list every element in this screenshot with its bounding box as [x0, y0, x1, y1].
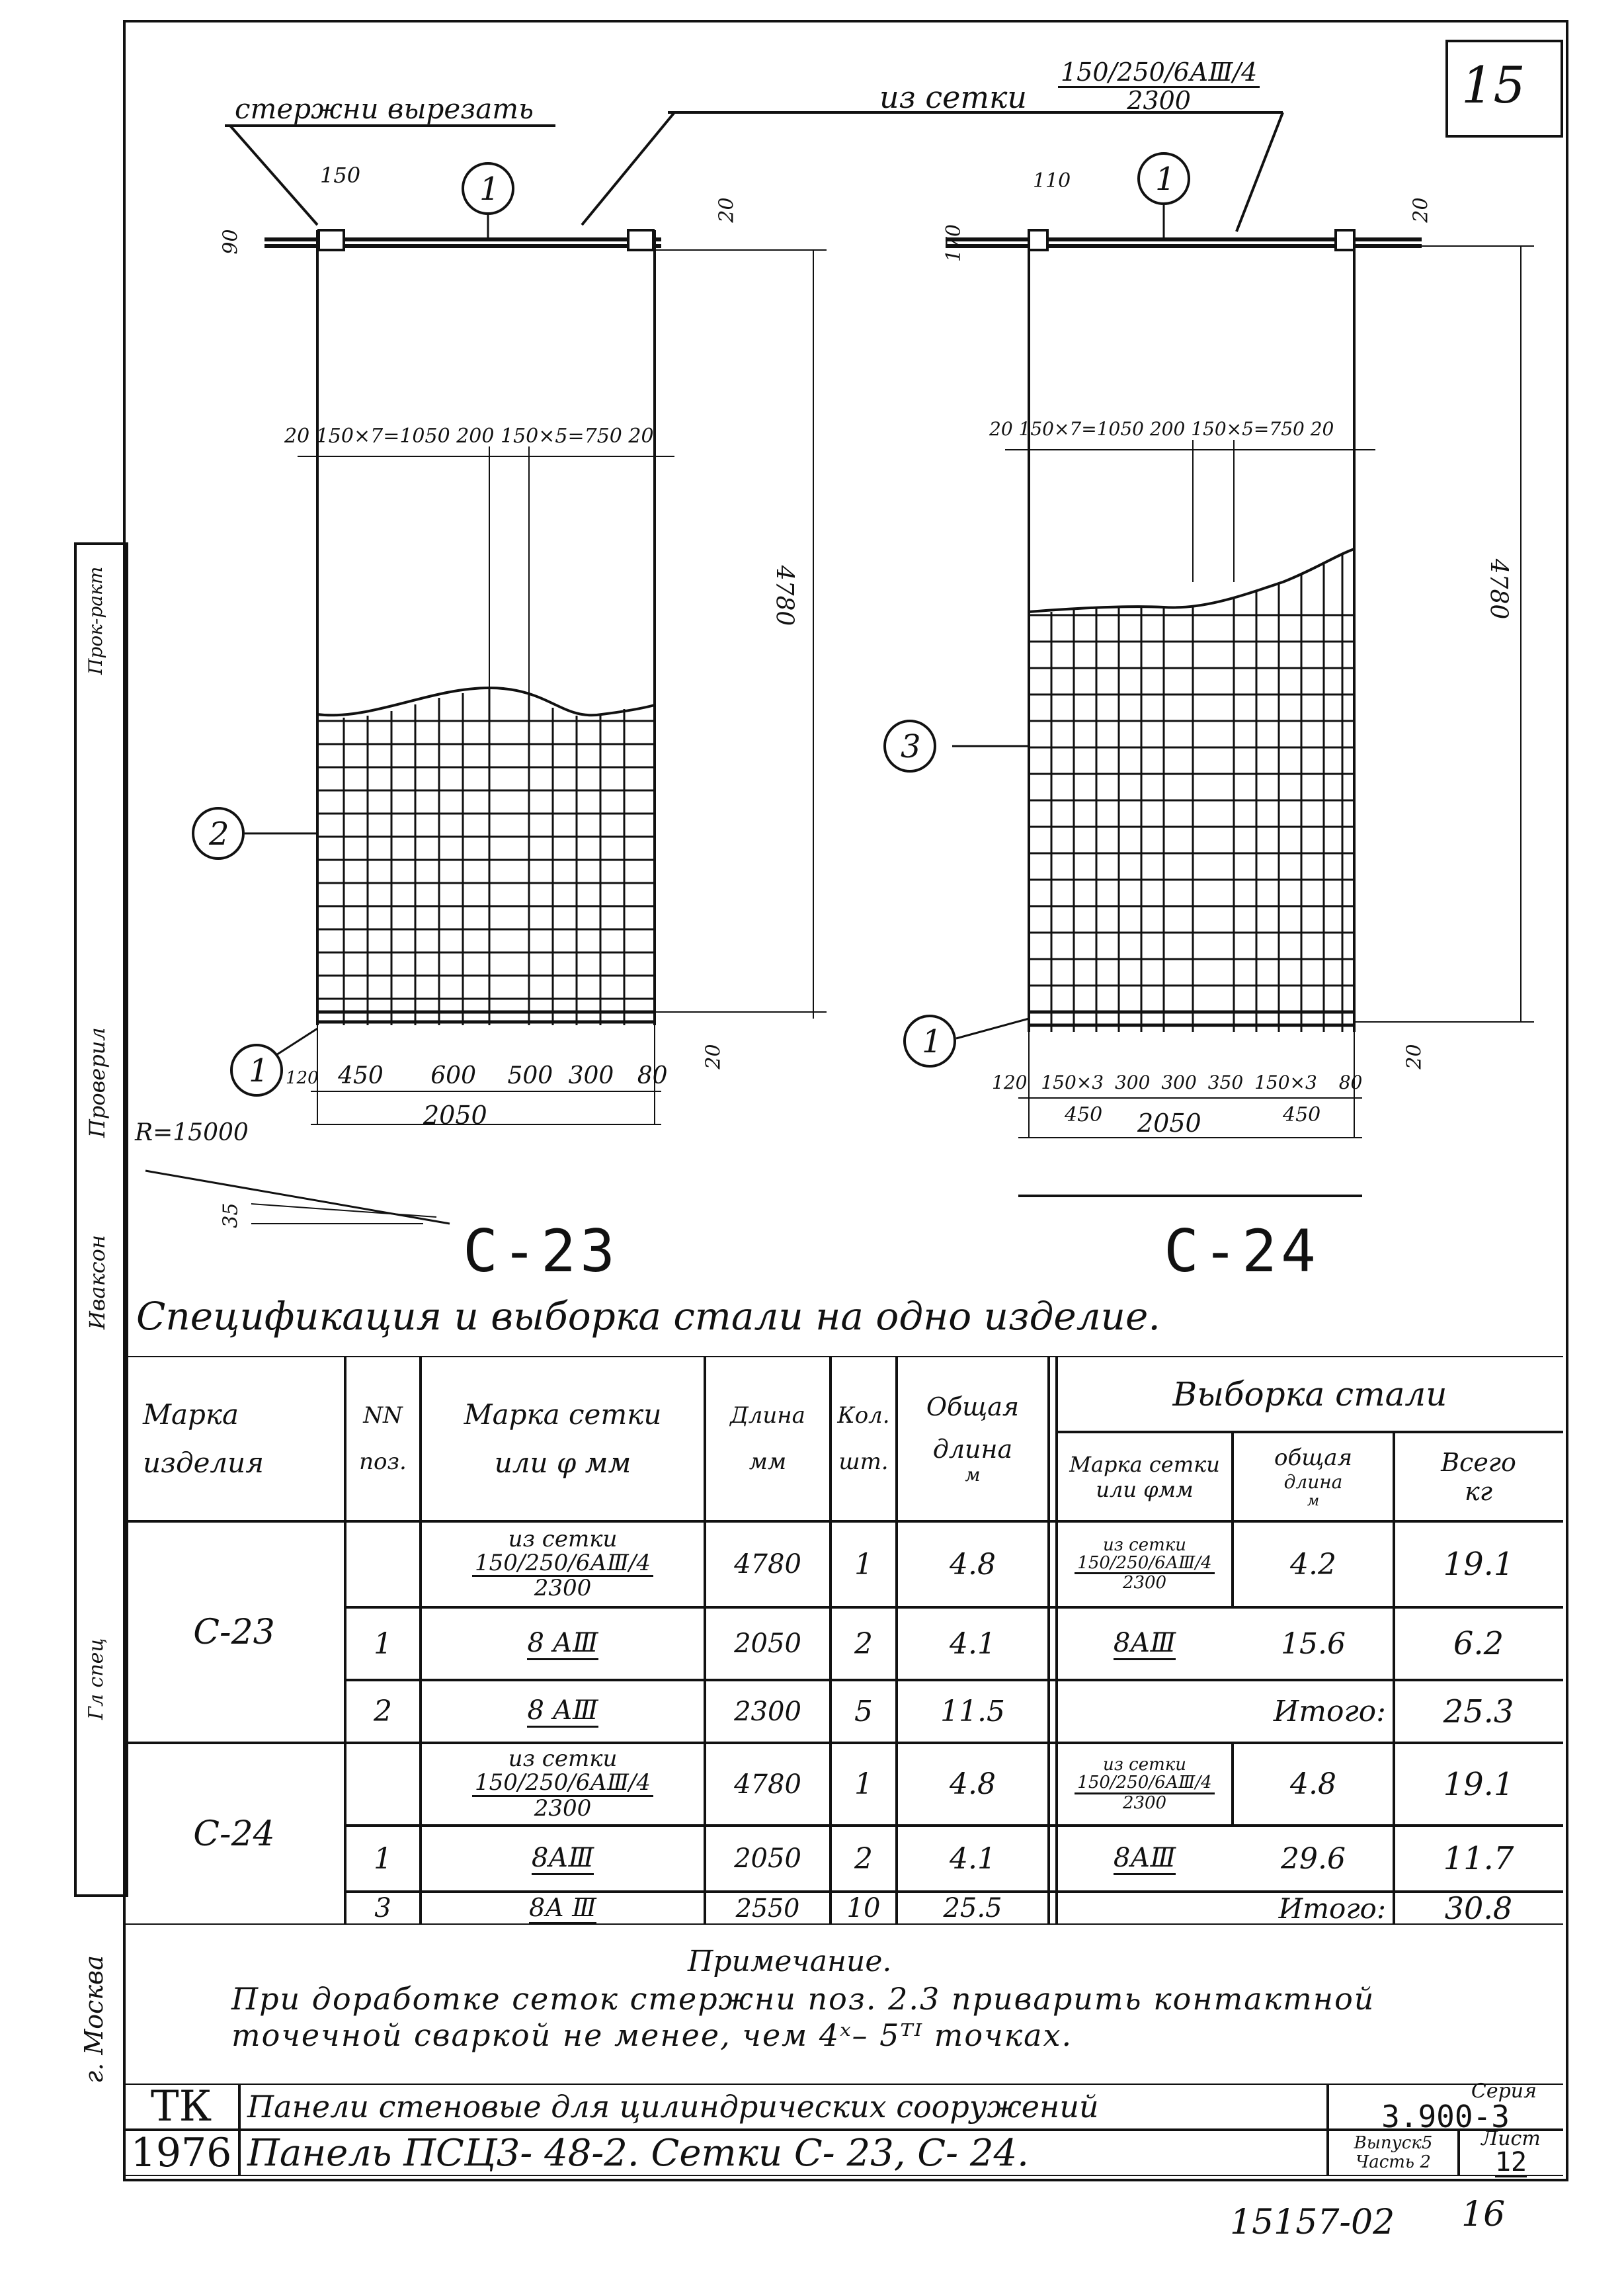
r1-mesh: 8 АⅢ — [421, 1607, 705, 1680]
r2-mesh: 8 АⅢ — [421, 1680, 705, 1743]
r2-length: 2300 — [734, 1696, 801, 1727]
r0-total: 4.8 — [950, 1547, 996, 1581]
s3-kg: 19.1 — [1443, 1765, 1514, 1803]
s4-mesh: 8АⅢ — [1057, 1826, 1233, 1892]
hdr-mark: Марка изделия — [143, 1398, 264, 1479]
r3-qty: 1 — [854, 1767, 873, 1801]
s0-kg: 19.1 — [1443, 1546, 1514, 1583]
side-drawn: Прок-ракт — [85, 566, 106, 675]
c24-dim-450-right: 450 — [1283, 1103, 1321, 1126]
s5-kg: 30.8 — [1444, 1890, 1513, 1926]
r3-total: 4.8 — [950, 1767, 996, 1801]
s2-kg: 25.3 — [1443, 1693, 1514, 1730]
r1-length: 2050 — [734, 1628, 801, 1659]
side-name: Иваксон — [85, 1235, 110, 1329]
r4-qty: 2 — [854, 1841, 873, 1876]
pos-1-c24-bottom: 1 — [922, 1023, 942, 1060]
c24-dim-2050: 2050 — [1137, 1109, 1201, 1138]
s2-total-label: Итого: — [1273, 1695, 1386, 1728]
cut-rods-note: стержни вырезать — [235, 93, 534, 125]
note-line-1: При доработке сеток стержни поз. 2.3 приварить контактной — [231, 1981, 1375, 2017]
hdr-steel-len: общая длина м — [1274, 1444, 1353, 1509]
title-block — [123, 2080, 1563, 2177]
r0-length: 4780 — [734, 1549, 801, 1579]
c23-dim-20-bottom: 20 — [702, 1044, 725, 1070]
footer-page: 16 — [1461, 2195, 1506, 2234]
side-checked: Проверил — [85, 1027, 110, 1138]
hdr-qty: Кол. шт. — [837, 1402, 890, 1475]
c23-dim-4780: 4780 — [770, 565, 798, 626]
s0-len: 4.2 — [1290, 1547, 1336, 1581]
stamp-issue: Выпуск5 Часть 2 — [1354, 2133, 1433, 2172]
pos-1-c24: 1 — [1155, 161, 1176, 198]
sheet-number: 15 — [1461, 56, 1525, 114]
row-mark-c24: С-24 — [193, 1814, 275, 1854]
s3-len: 4.8 — [1290, 1767, 1336, 1801]
r4-length: 2050 — [734, 1843, 801, 1874]
s1-kg: 6.2 — [1453, 1625, 1504, 1662]
hdr-pos: NN поз. — [359, 1402, 407, 1475]
c24-dim-450-left: 450 — [1065, 1103, 1103, 1126]
hdr-total-len: Общая длина м — [926, 1392, 1020, 1486]
c24-dim-20-bottom: 20 — [1402, 1044, 1426, 1070]
s4-len: 29.6 — [1281, 1841, 1346, 1876]
mesh-grid-c24 — [1029, 554, 1354, 1032]
side-role: Гл спец — [85, 1638, 108, 1720]
r4-mesh: 8АⅢ — [421, 1826, 705, 1892]
spec-caption: Спецификация и выборка стали на одно изделие. — [136, 1294, 1160, 1339]
c23-dim-150: 150 — [320, 163, 361, 188]
r3-length: 4780 — [734, 1769, 801, 1800]
stamp-sheet: Лист 12 — [1481, 2127, 1541, 2177]
stamp-year: 1976 — [130, 2130, 232, 2176]
s4-kg: 11.7 — [1443, 1840, 1514, 1877]
c24-dim-20-top: 20 — [1409, 197, 1433, 223]
pos-2-c23: 2 — [209, 816, 229, 853]
c23-dim-20-top: 20 — [715, 197, 739, 223]
r5-qty: 10 — [846, 1893, 881, 1923]
s1-len: 15.6 — [1281, 1626, 1346, 1661]
pos-1-c23-bottom: 1 — [249, 1052, 269, 1089]
c24-dim-170: 170 — [942, 224, 966, 263]
r4-pos: 1 — [374, 1841, 392, 1876]
r2-qty: 5 — [854, 1695, 873, 1728]
mesh-source-fraction: 150/250/6АⅢ/4 2300 — [1058, 60, 1260, 114]
r2-pos: 2 — [374, 1695, 392, 1728]
note-title: Примечание. — [688, 1945, 892, 1978]
c23-dim-35: 35 — [219, 1202, 243, 1228]
hdr-steel: Выборка стали — [1172, 1374, 1447, 1413]
c23-dims-bottom: 120 450 600 500 300 80 — [286, 1062, 668, 1089]
pos-1-c23: 1 — [479, 171, 500, 208]
s5-total-label: Итого: — [1278, 1892, 1386, 1925]
mesh-source-prefix: из сетки — [879, 79, 1028, 115]
side-city: г. Москва — [79, 1955, 108, 2084]
c23-radius: R=15000 — [135, 1119, 249, 1146]
stamp-org: ТК — [150, 2082, 212, 2131]
hdr-mesh: Марка сетки или φ мм — [464, 1398, 662, 1479]
hdr-steel-mark: Марка сетки или φмм — [1069, 1451, 1220, 1502]
r4-total: 4.1 — [950, 1841, 996, 1876]
c23-title: С-23 — [463, 1217, 619, 1285]
note-line-2: точечной сваркой не менее, чем 4ˣ– 5ᵀᴵ точках. — [231, 2017, 1073, 2053]
s3-mesh: из сетки 150/250/6АⅢ/4 2300 — [1057, 1743, 1233, 1826]
stamp-title-2: Панель ПСЦ3- 48-2. Сетки С- 23, С- 24. — [247, 2131, 1029, 2175]
c24-title: С-24 — [1164, 1217, 1320, 1285]
r5-total: 25.5 — [943, 1893, 1002, 1923]
r1-pos: 1 — [374, 1626, 392, 1661]
s0-mesh: из сетки 150/250/6АⅢ/4 2300 — [1057, 1521, 1233, 1607]
c23-bar-spacing: 20 150×7=1050 200 150×5=750 20 — [284, 425, 654, 448]
c24-dim-4780: 4780 — [1484, 558, 1512, 620]
r2-total: 11.5 — [940, 1695, 1005, 1728]
mesh-grid-c23 — [317, 688, 655, 1025]
s1-mesh: 8АⅢ — [1057, 1607, 1233, 1680]
c24-dim-110: 110 — [1033, 169, 1071, 192]
c23-dim-2050: 2050 — [423, 1101, 487, 1130]
r5-pos: 3 — [374, 1893, 391, 1923]
r5-mesh: 8А Ⅲ — [421, 1892, 705, 1925]
c23-dim-90: 90 — [219, 229, 243, 255]
footer-code: 15157-02 — [1230, 2203, 1395, 2242]
pos-3-c24: 3 — [901, 728, 921, 765]
c24-dims-bottom: 120 150×3 300 300 350 150×3 80 — [992, 1072, 1363, 1093]
hdr-length: Длина мм — [730, 1402, 805, 1475]
r1-total: 4.1 — [950, 1626, 996, 1661]
r3-mesh: из сетки 150/250/6АⅢ/4 2300 — [421, 1743, 705, 1826]
c24-bar-spacing: 20 150×7=1050 200 150×5=750 20 — [989, 418, 1334, 440]
r5-length: 2550 — [735, 1894, 800, 1923]
row-mark-c23: С-23 — [193, 1612, 275, 1652]
r0-qty: 1 — [854, 1547, 873, 1581]
r1-qty: 2 — [854, 1626, 873, 1661]
stamp-series: Серия 3.900-3 — [1381, 2080, 1537, 2134]
r0-mesh: из сетки 150/250/6АⅢ/4 2300 — [421, 1521, 705, 1607]
stamp-title-1: Панели стеновые для цилиндрических сооружений — [247, 2089, 1099, 2125]
hdr-steel-total: Всего кг — [1441, 1447, 1516, 1506]
spec-table — [123, 1356, 1563, 1925]
